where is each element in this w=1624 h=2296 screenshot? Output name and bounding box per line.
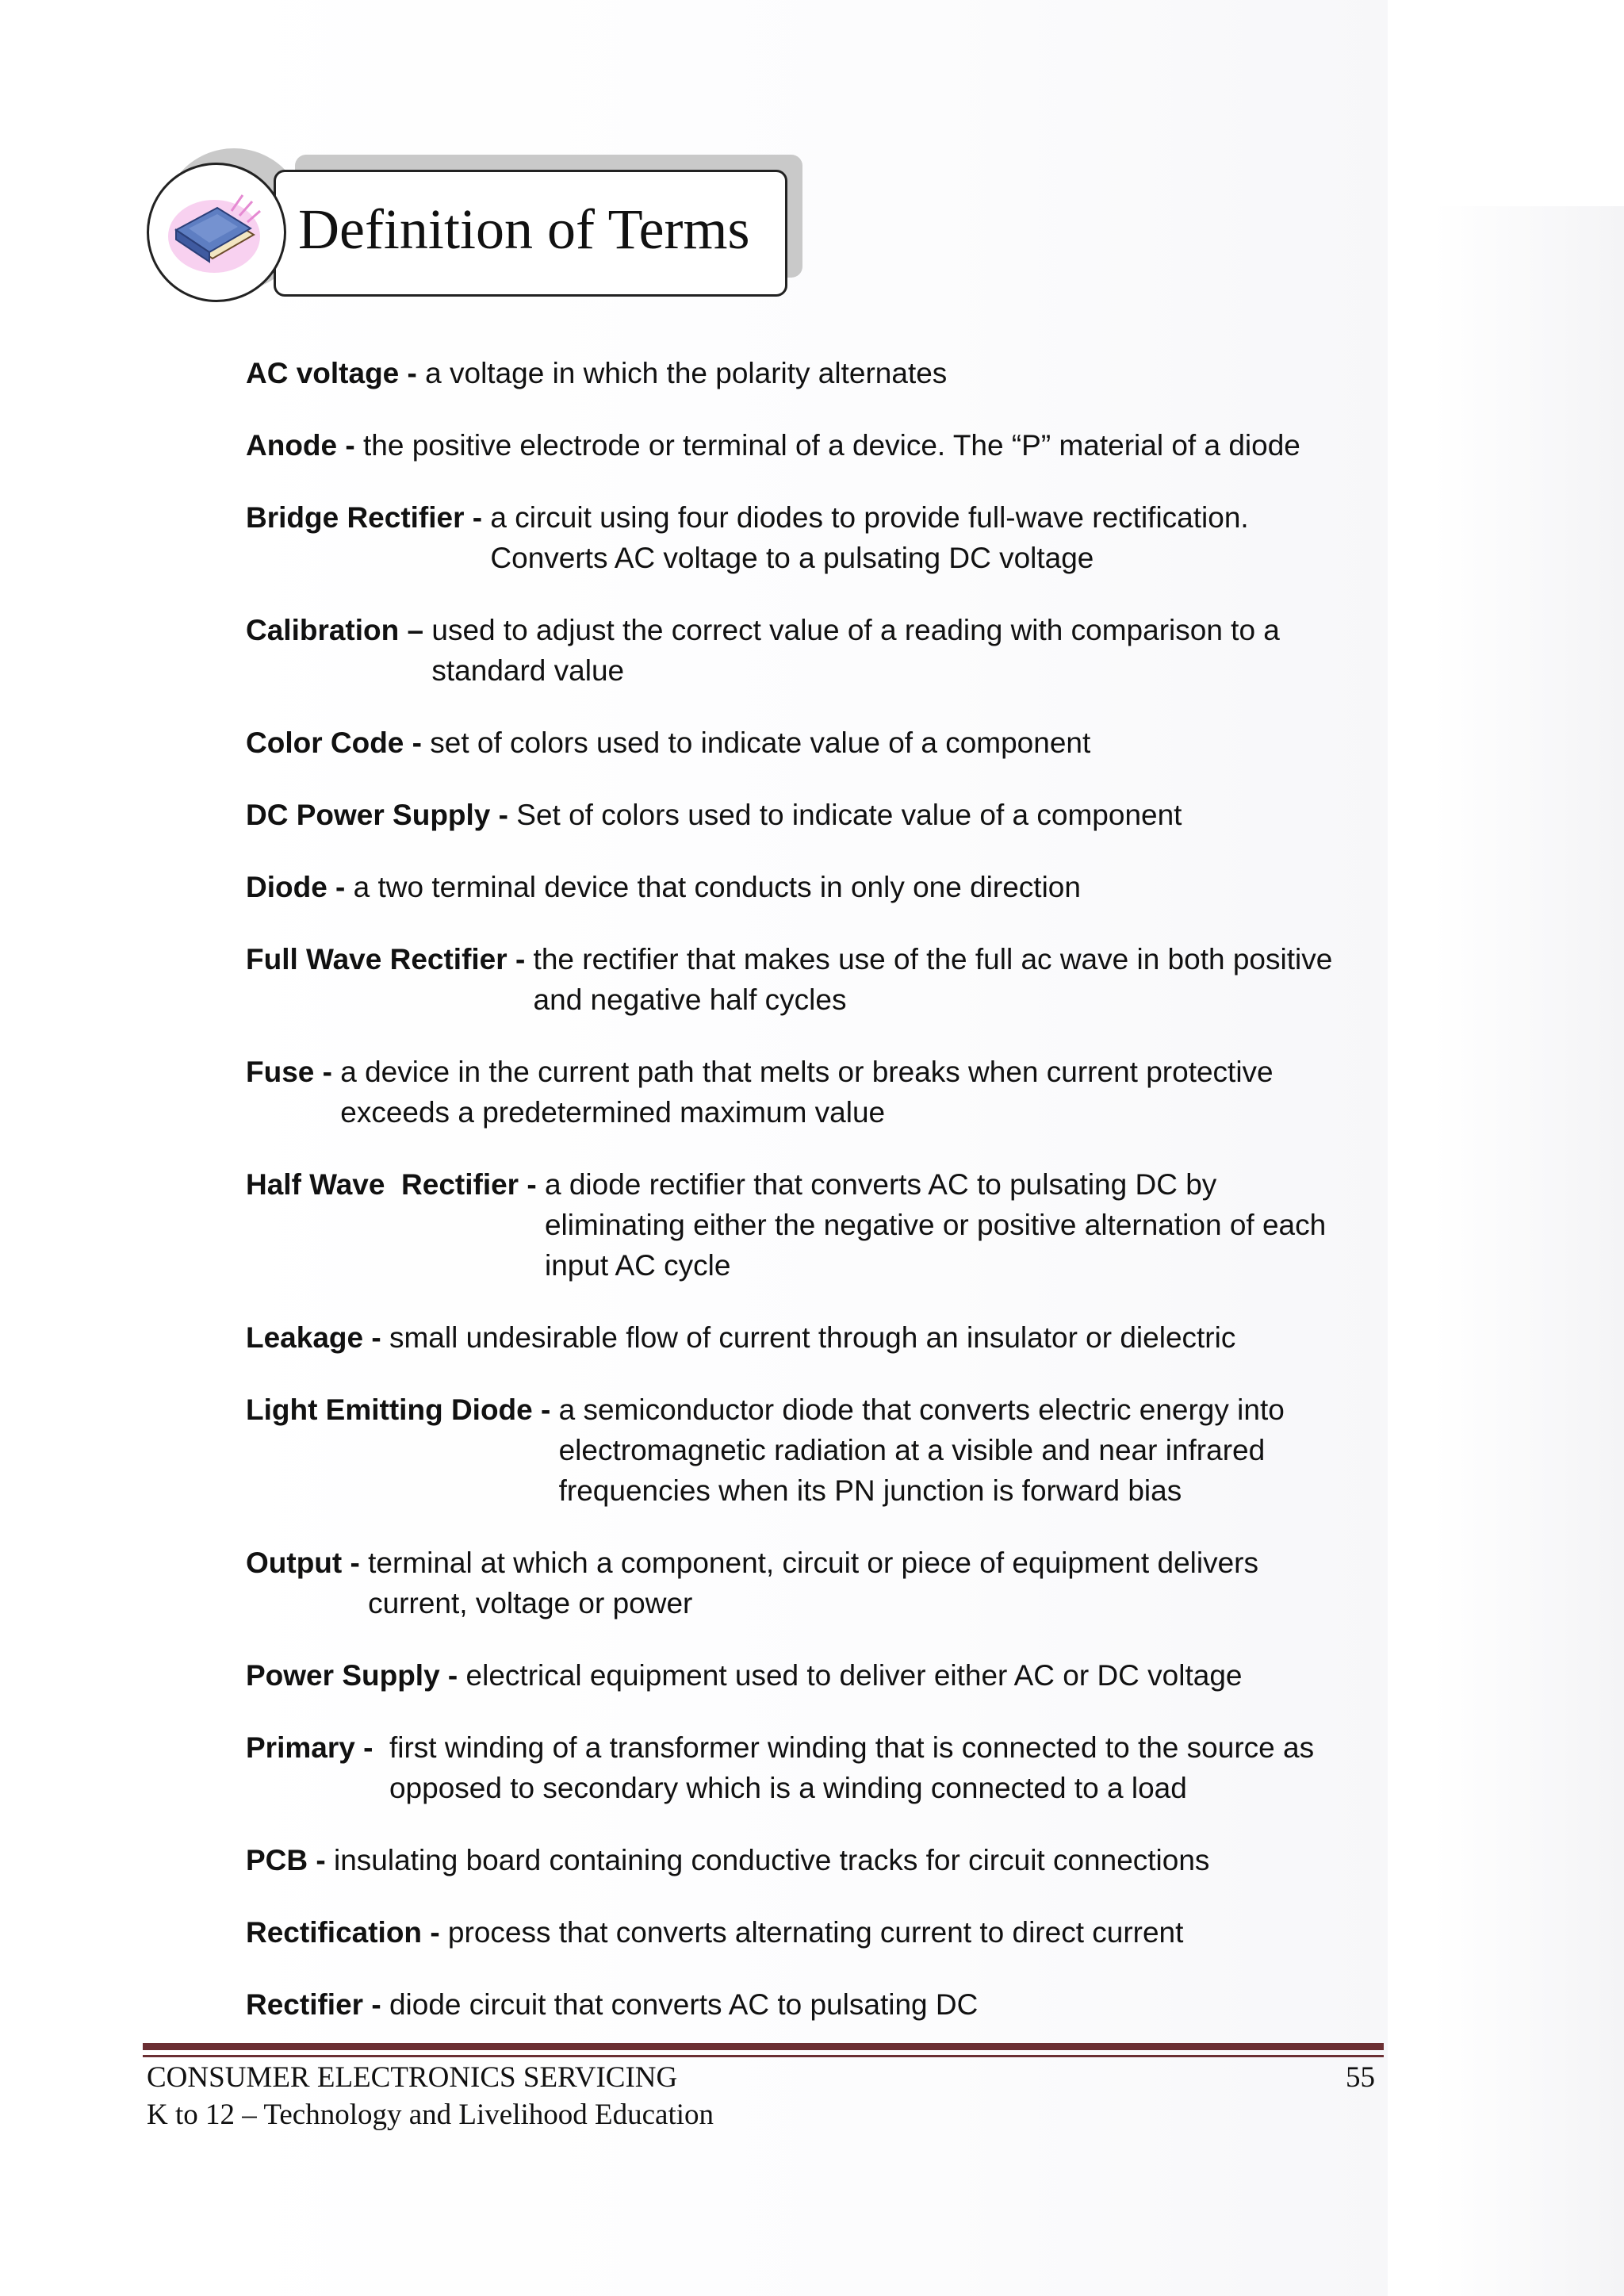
term-label: Leakage - [246,1321,389,1354]
definitions-list [246,353,1435,2056]
term-label: AC voltage - [246,357,426,389]
definition-entry [246,1912,1435,1953]
term-definition [466,1655,1435,1696]
definition-line: a two terminal device that conducts in only one direction [353,871,1081,903]
definition-line: current, voltage or power [368,1587,693,1619]
definition-line: diode circuit that converts AC to pulsating DC [389,1988,979,2021]
term-label: Full Wave Rectifier - [246,943,534,976]
term-label: DC Power Supply - [246,799,517,831]
page-number: 55 [1346,2061,1375,2094]
term-label: Diode - [246,871,354,903]
term-definition [368,1543,1435,1623]
definition-entry [246,1052,1435,1133]
definition-line: frequencies when its PN junction is forward bias [558,1474,1182,1507]
term-label: Rectifier - [246,1988,389,2021]
book-icon [165,190,268,278]
definition-entry [246,353,1435,393]
term-label: Anode - [246,429,363,462]
definition-line: used to adjust the correct value of a reading with comparison to a [431,614,1280,646]
definition-line: and negative half cycles [533,983,847,1016]
term-definition [389,1317,1435,1358]
term-label: Primary - [246,1731,389,1764]
term-definition [431,610,1435,691]
term-definition [334,1840,1435,1880]
term-definition [559,1389,1435,1511]
term-label: Calibration – [246,614,432,646]
definition-entry [246,867,1435,907]
definition-entry [246,1543,1435,1623]
definition-entry [246,1655,1435,1696]
footer-subject: CONSUMER ELECTRONICS SERVICING [147,2061,678,2094]
definition-entry [246,723,1435,763]
definition-line: process that converts alternating current to direct current [447,1916,1184,1949]
definition-line: Converts AC voltage to a pulsating DC voltage [490,542,1094,574]
definition-line: a voltage in which the polarity alternates [425,357,948,389]
term-label: Half Wave Rectifier - [246,1168,545,1201]
definition-line: standard value [431,654,625,687]
term-label: Output - [246,1547,369,1579]
definition-entry [246,795,1435,835]
definition-line: input AC cycle [544,1249,731,1282]
term-label: PCB - [246,1844,334,1876]
term-label: Power Supply - [246,1659,466,1692]
definition-entry [246,1389,1435,1511]
definition-line: terminal at which a component, circuit or piece of equipment delivers [368,1547,1258,1579]
term-definition [389,1984,1435,2025]
definition-line: the positive electrode or terminal of a device. The “P” material of a diode [362,429,1300,462]
definition-entry [246,939,1435,1020]
definition-line: electromagnetic radiation at a visible and near infrared [558,1434,1266,1466]
definition-line: insulating board containing conductive tracks for circuit connections [334,1844,1210,1876]
definition-entry [246,1984,1435,2025]
definition-line: exceeds a predetermined maximum value [340,1096,886,1129]
definition-entry [246,1164,1435,1286]
definition-line: Set of colors used to indicate value of a component [516,799,1182,831]
term-definition [430,723,1435,763]
term-label: Fuse - [246,1056,341,1088]
definition-line: a semiconductor diode that converts electric energy into [558,1393,1285,1426]
page-title: Definition of Terms [298,197,750,261]
footer-rule-thick [143,2043,1384,2050]
term-label: Light Emitting Diode - [246,1393,559,1426]
term-label: Color Code - [246,726,431,759]
definition-entry [246,1317,1435,1358]
definition-entry [246,1727,1435,1808]
term-definition [363,425,1435,466]
definition-line: a device in the current path that melts or breaks when current protective [340,1056,1274,1088]
term-label: Bridge Rectifier - [246,501,491,534]
footer-rule-thin [143,2055,1384,2057]
definition-line: eliminating either the negative or positive alternation of each [544,1209,1327,1241]
page-edge-shade [1434,206,1624,2296]
definition-entry [246,497,1435,578]
term-definition [389,1727,1435,1808]
definition-line: small undesirable flow of current through an insulator or dielectric [389,1321,1236,1354]
term-definition [340,1052,1435,1133]
term-definition [534,939,1435,1020]
definition-line: a diode rectifier that converts AC to pulsating DC by [544,1168,1217,1201]
footer-program: K to 12 – Technology and Livelihood Education [147,2099,714,2131]
term-definition [545,1164,1435,1286]
definition-line: a circuit using four diodes to provide full-wave rectification. [490,501,1249,534]
term-definition [516,795,1435,835]
term-definition [448,1912,1435,1953]
definition-entry [246,425,1435,466]
term-definition [354,867,1435,907]
definition-line: first winding of a transformer winding that is connected to the source as [389,1731,1315,1764]
term-definition [425,353,1435,393]
definition-entry [246,610,1435,691]
definition-line: opposed to secondary which is a winding connected to a load [389,1772,1187,1804]
definition-entry [246,1840,1435,1880]
term-label: Rectification - [246,1916,448,1949]
definition-line: electrical equipment used to deliver either AC or DC voltage [465,1659,1243,1692]
definition-line: the rectifier that makes use of the full ac wave in both positive [533,943,1333,976]
definition-line: set of colors used to indicate value of a component [430,726,1091,759]
term-definition [490,497,1435,578]
